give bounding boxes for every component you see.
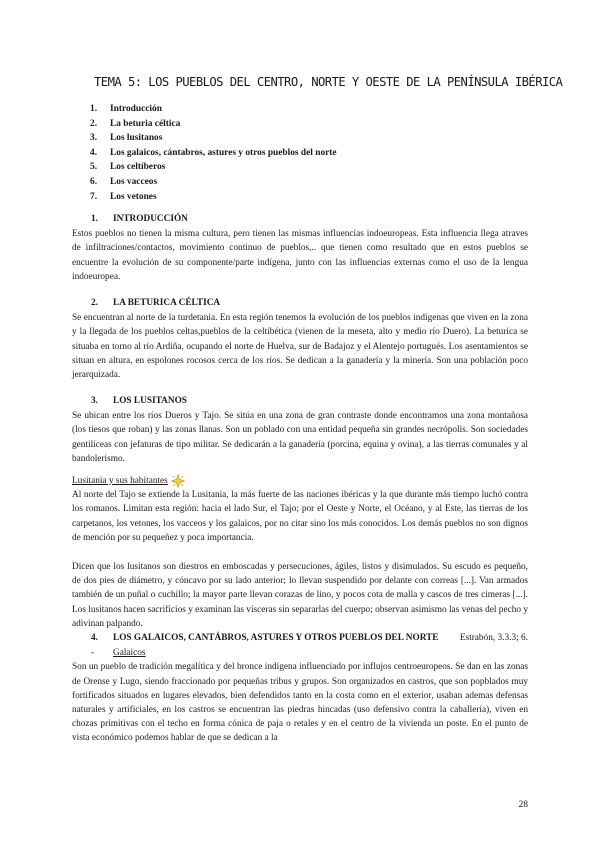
section-title: INTRODUCCIÓN [113, 214, 188, 224]
toc-label: Los lusitanos [110, 133, 163, 144]
section-beturia [72, 296, 528, 382]
paragraph: Son un pueblo de tradición megalítica y del bronce indígena influenciado por influjos centroeuropeos. Se dan en las zonas de Orense y Lugo, siendo fraccionado por pequeñas tribus y grupos. Son organizados en castros, que son popblados muy fortificados situados en lugares elevados, bien defendidos tanto en la costa como en el exterior, usaban ademas defensas naturales y artificiales, en los castros se encuentran las piedras hincadas (uso defensivo contra la caballería), viven en chozas primitivas con el techo en forma cónica de paja o retales y en el centro de la vivienda un poste. En el punto de vista económico podemos hablar de que se dedican a la [72, 662, 528, 744]
toc-label: Los celtíberos [110, 162, 166, 173]
section-heading [91, 212, 528, 226]
galaicos-link[interactable]: Galaicos [113, 648, 146, 659]
section-lusitanos [72, 394, 528, 466]
toc-number: 2. [90, 118, 98, 129]
toc-label: Los galaicos, cántabros, astures y otros pueblos del norte [110, 147, 337, 158]
document-title [90, 74, 563, 90]
toc-number: 3. [90, 133, 98, 144]
section-heading [91, 394, 528, 408]
toc-item [90, 146, 337, 161]
section-galaicos [72, 631, 528, 746]
toc-number: 1. [90, 104, 98, 114]
toc-item [90, 102, 337, 117]
section-number: 3. [91, 396, 98, 406]
lusitania-link[interactable]: Lusitania y sus habitantes [72, 476, 168, 486]
toc-number: 5. [90, 162, 98, 173]
toc-number: 4. [90, 147, 98, 158]
paragraph: Se ubican entre los ríos Dueros y Tajo. Se sitúa en una zona de gran contraste donde encontramos una zona montañosa (los tiesos que roban) y las zonas llanas. Son un poblado con una entidad pequeña sin grandes necrópolis. Son sociedades gentilíceas con jefaturas de tipo militar. Se dedicarán a la ganadería (porcina, equina y ovina), a las tierras comunales y al bandolerismo. [72, 411, 528, 464]
sparkle-icon [171, 474, 185, 488]
section-number: 2. [91, 298, 98, 308]
toc-label: Los vacceos [110, 176, 158, 187]
dash-bullet: - [91, 648, 95, 659]
citation: Estrabón, 3.3.3; 6. [459, 633, 528, 644]
section-number: 4. [91, 633, 98, 643]
toc-item [90, 117, 337, 132]
toc-item [90, 175, 337, 190]
table-of-contents [90, 102, 337, 204]
subsection-heading [91, 646, 528, 660]
subsection-lusitania [72, 474, 528, 545]
toc-item [90, 190, 337, 205]
section-introduccion [72, 212, 528, 284]
title-text: TEMA 5: LOS PUEBLOS DEL CENTRO, NORTE Y OESTE DE LA PENÍNSULA IBÉRICA [94, 75, 563, 89]
section-heading [91, 296, 528, 310]
toc-label: La beturia céltica [110, 118, 181, 129]
section-heading [91, 631, 528, 645]
section-title: LOS GALAICOS, CANTÁBROS, ASTURES Y OTROS PUEBLOS DEL NORTE [113, 633, 439, 643]
page-number: 28 [518, 800, 528, 810]
toc-item [90, 131, 337, 146]
paragraph: Estos pueblos no tienen la misma cultura, pero tienen las mismas influencias indoeuropeas. Esta influencia llega atraves de infiltraciones/contactos, movimiento continuo de pueblos,.. que tienen como resultado que en estos pueblos se encuentre la evolución de su componente/parte indígena, junto con las influencias externas como el uso de la lengua indoeuropea. [72, 229, 528, 282]
section-number: 1. [91, 214, 98, 224]
paragraph: Se encuentran al norte de la turdetania. En esta región tenemos la evolución de los pueblos indígenas que viven en la zona y la llegada de los pueblos celtas,pueblos de la celtibética (vienen de la meseta, alto y medio río Duero). La beturica se situaba en torno al río Ardiña, ocupando el norte de Huelva, sur de Badajoz y el Alentejo portugués. Los asentamientos se situan en altura, en espolones rocosos cerca de los ríos. Se dedican a la ganadería y la minería. Son una población poco jerarquizada. [72, 313, 528, 381]
toc-label: Los vetones [110, 191, 157, 202]
toc-label: Introducción [110, 104, 162, 114]
toc-number: 6. [90, 176, 98, 187]
toc-number: 7. [90, 191, 98, 202]
section-title: LOS LUSITANOS [113, 396, 187, 406]
section-title: LA BETURICA CÉLTICA [113, 298, 221, 308]
quote-paragraph: Dicen que los lusitanos son diestros en emboscadas y persecuciones, ágiles, listos y disimulados. Su escudo es pequeño, de dos pies de diámetro, y cóncavo por su lado anterior; lo llevan suspendido por delante con correas [...]. Van armados también de un puñal o cuchillo; la mayor parte llevan corazas de lino, y pocos cota de malla y cascos de tres cimeras [...]. Los lusitanos hacen sacrificios y examinan las vísceras sin separarlas del cuerpo; observan asimismo las venas del pecho y adivinan palpando. [72, 562, 528, 629]
subsection-heading [72, 474, 528, 488]
quote-paragraph: Al norte del Tajo se extiende la Lusitania, la más fuerte de las naciones ibéricas y la que durante más tiempo luchó contra los romanos. Limitan esta región: hacia el lado Sur, el Tajo; por el Oeste y Norte, el Océano, y al Este, las tierras de los carpetanos, los vetones, los vacceos y los galaicos, por no citar sino los más conocidos. Los demás pueblos no son dignos de mención por su pequeñez y poca importancia. [72, 490, 528, 543]
toc-item [90, 160, 337, 175]
